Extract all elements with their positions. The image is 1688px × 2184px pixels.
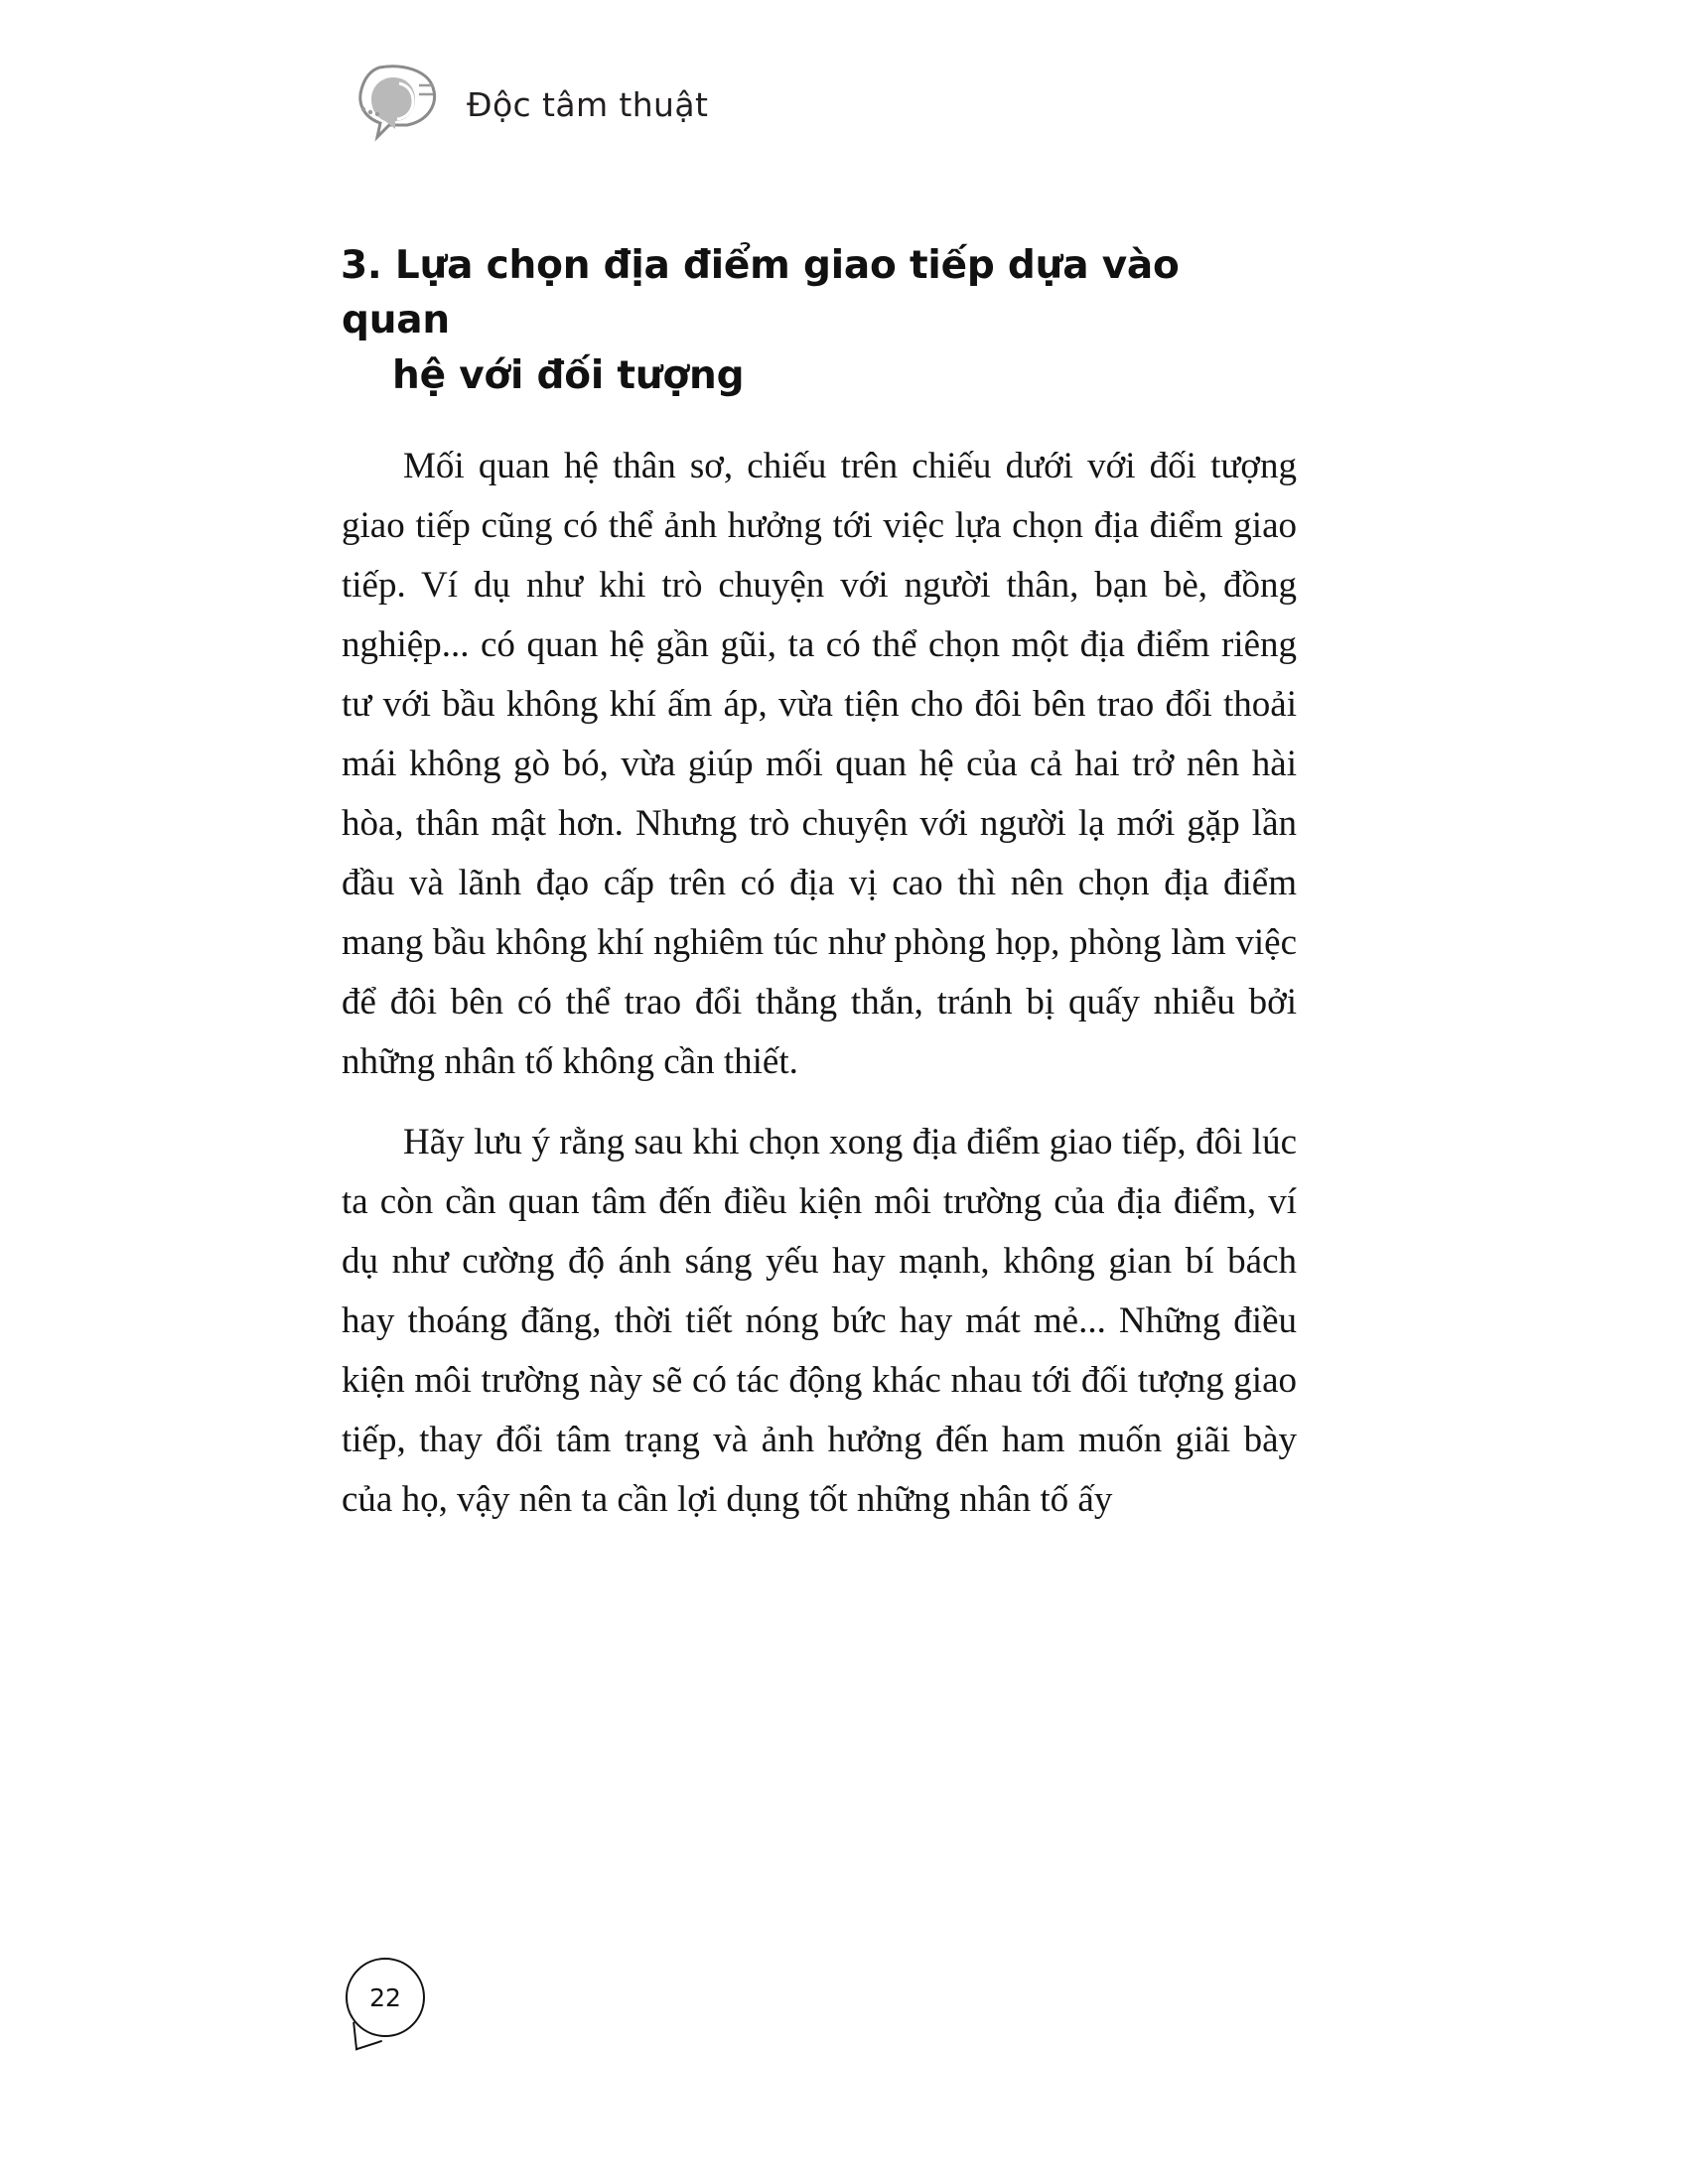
section-heading-line-1: 3. Lựa chọn địa điểm giao tiếp dựa vào quan — [341, 243, 1180, 343]
section-heading-line-2: hệ với đối tượng — [392, 352, 745, 398]
section-heading — [342, 238, 1297, 403]
page-number-badge — [346, 1958, 425, 2037]
running-header — [350, 62, 708, 147]
head-profile-speech-icon — [350, 62, 445, 147]
page-number-bubble — [346, 1958, 425, 2037]
body-paragraph: Mối quan hệ thân sơ, chiếu trên chiếu dưới với đối tượng giao tiếp cũng có thể ảnh hưởng tới việc lựa chọn địa điểm giao tiếp. Ví dụ như khi trò chuyện với người thân, bạn bè, đồng nghiệp... có quan hệ gần gũi, ta có thể chọn một địa điểm riêng tư với bầu không khí ấm áp, vừa tiện cho đôi bên trao đổi thoải mái không gò bó, vừa giúp mối quan hệ của cả hai trở nên hài hòa, thân mật hơn. Nhưng trò chuyện với người lạ mới gặp lần đầu và lãnh đạo cấp trên có địa vị cao thì nên chọn địa điểm mang bầu không khí nghiêm túc như phòng họp, phòng làm việc để đôi bên có thể trao đổi thẳng thắn, tránh bị quấy nhiễu bởi những nhân tố không cần thiết. — [342, 446, 1297, 1082]
body-paragraph: Hãy lưu ý rằng sau khi chọn xong địa điểm giao tiếp, đôi lúc ta còn cần quan tâm đến điều kiện môi trường của địa điểm, ví dụ như cường độ ánh sáng yếu hay mạnh, không gian bí bách hay thoáng đãng, thời tiết nóng bức hay mát mẻ... Những điều kiện môi trường này sẽ có tác động khác nhau tới đối tượng giao tiếp, thay đổi tâm trạng và ảnh hưởng đến ham muốn giãi bày của họ, vậy nên ta cần lợi dụng tốt những nhân tố ấy — [342, 1122, 1297, 1521]
page-content — [342, 238, 1297, 1530]
book-title: Độc tâm thuật — [467, 84, 709, 124]
page-number: 22 — [369, 1982, 401, 2012]
